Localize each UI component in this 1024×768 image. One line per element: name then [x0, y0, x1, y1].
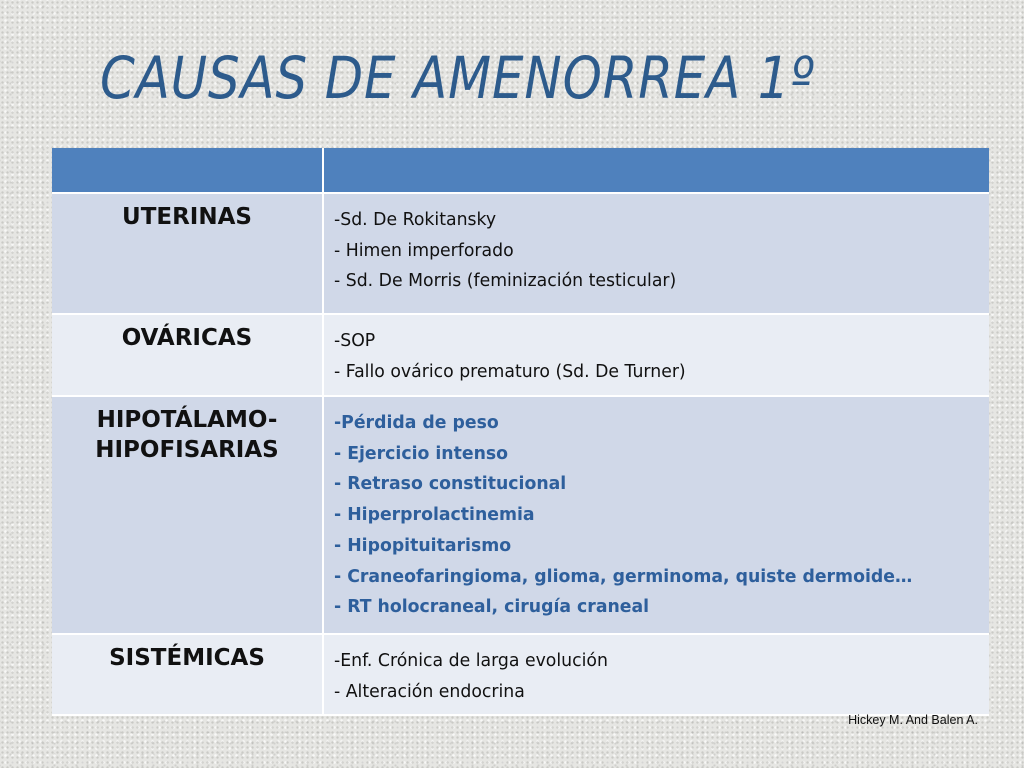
category-cell — [52, 315, 324, 397]
category-label: SISTÉMICAS — [109, 645, 265, 671]
causes-list — [324, 397, 989, 623]
table-row-hipotalamo — [52, 397, 989, 635]
cause-item: - Fallo ovárico prematuro (Sd. De Turner) — [334, 360, 686, 382]
cause-item: -Pérdida de peso — [334, 412, 499, 433]
cause-item: - Hiperprolactinemia — [334, 504, 535, 526]
header-cell-causes — [324, 148, 989, 194]
category-cell — [52, 194, 324, 315]
cause-item: - Ejercicio intenso — [334, 442, 509, 464]
header-cell-category — [52, 148, 324, 194]
cause-item: - Retraso constitucional — [334, 473, 567, 495]
category-label: OVÁRICAS — [121, 325, 253, 351]
category-label: UTERINAS — [122, 204, 252, 230]
causes-cell — [324, 194, 989, 315]
causes-table — [52, 148, 989, 716]
causes-list — [324, 635, 989, 707]
table-row-ovaricas — [52, 315, 989, 397]
source-credit: Hickey M. And Balen A. — [848, 713, 978, 727]
cause-item: - RT holocraneal, cirugía craneal — [334, 596, 650, 618]
cause-item: -Sd. De Rokitansky — [334, 209, 497, 230]
slide-title: CAUSAS DE AMENORREA 1º — [100, 44, 815, 112]
causes-cell — [324, 635, 989, 716]
table-row-uterinas — [52, 194, 989, 315]
table-header-row — [52, 148, 989, 194]
cause-item: -SOP — [334, 330, 376, 351]
cause-item: - Craneofaringioma, glioma, germinoma, quiste dermoide… — [334, 565, 913, 587]
causes-list — [324, 194, 989, 297]
cause-item: - Hipopituitarismo — [334, 534, 512, 556]
cause-item: - Sd. De Morris (feminización testicular) — [334, 270, 677, 292]
causes-cell — [324, 315, 989, 397]
causes-list — [324, 315, 989, 387]
category-cell — [52, 397, 324, 635]
category-label: HIPOTÁLAMO-HIPOFISARIAS — [95, 407, 279, 463]
cause-item: - Alteración endocrina — [334, 680, 525, 702]
causes-cell — [324, 397, 989, 635]
category-cell — [52, 635, 324, 716]
cause-item: -Enf. Crónica de larga evolución — [334, 650, 608, 671]
table-row-sistemicas — [52, 635, 989, 716]
cause-item: - Himen imperforado — [334, 239, 514, 261]
